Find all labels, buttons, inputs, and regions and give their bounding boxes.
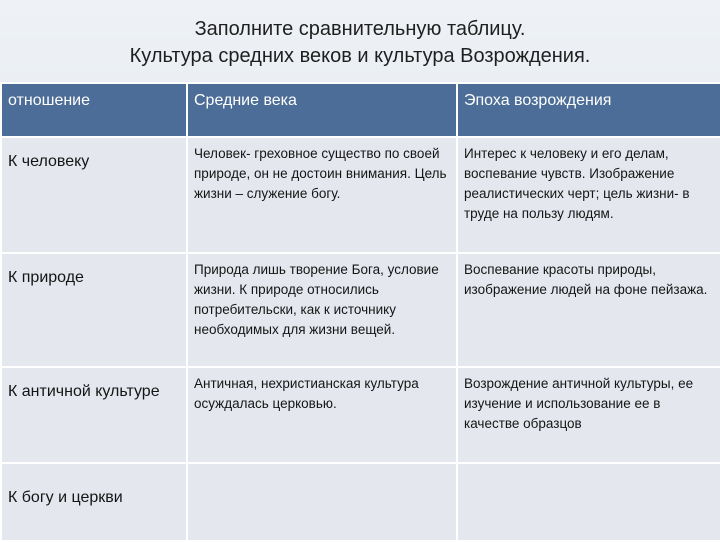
slide-title (0, 0, 720, 82)
title-line-2: Культура средних веков и культура Возрождения. (129, 45, 591, 67)
cell-middle-ages (187, 463, 457, 541)
header-renaissance: Эпоха возрождения (457, 83, 720, 137)
table-row (1, 137, 720, 253)
row-aspect: К природе (1, 253, 187, 367)
cell-renaissance: Интерес к человеку и его делам, воспевание чувств. Изображение реалистических черт; цель жизни- в труде на пользу людям. (457, 137, 720, 253)
table-row (1, 253, 720, 367)
cell-renaissance (457, 463, 720, 541)
row-aspect: К античной культуре (1, 367, 187, 463)
row-aspect: К человеку (1, 137, 187, 253)
title-line-1: Заполните сравнительную таблицу. (194, 18, 526, 40)
header-middle-ages: Средние века (187, 83, 457, 137)
table-row (1, 367, 720, 463)
cell-middle-ages: Природа лишь творение Бога, условие жизни. К природе относились потребительски, как к источнику необходимых для жизни вещей. (187, 253, 457, 367)
cell-middle-ages: Античная, нехристианская культура осуждалась церковью. (187, 367, 457, 463)
table-header-row (1, 83, 720, 137)
header-aspect: отношение (1, 83, 187, 137)
row-aspect: К богу и церкви (1, 463, 187, 541)
cell-renaissance: Возрождение античной культуры, ее изучение и использование ее в качестве образцов (457, 367, 720, 463)
cell-renaissance: Воспевание красоты природы, изображение людей на фоне пейзажа. (457, 253, 720, 367)
comparison-table (0, 82, 720, 542)
cell-middle-ages: Человек- греховное существо по своей природе, он не достоин внимания. Цель жизни – служение богу. (187, 137, 457, 253)
table-row (1, 463, 720, 541)
